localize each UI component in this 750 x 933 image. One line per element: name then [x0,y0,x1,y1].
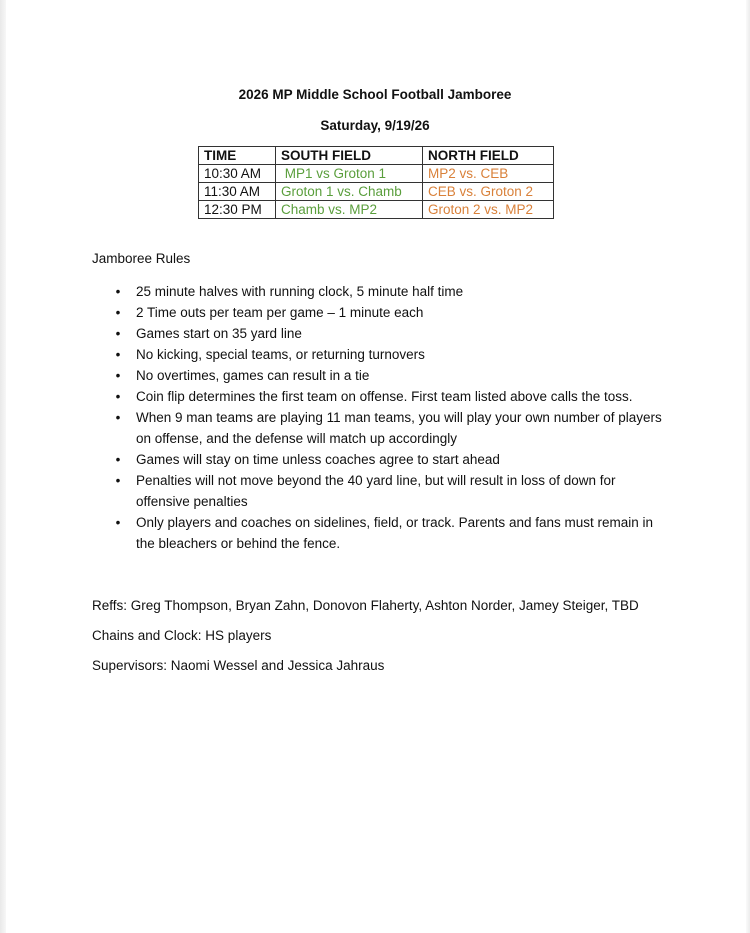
list-item [112,281,672,302]
list-item [112,512,672,554]
rule-text: No overtimes, games can result in a tie [136,368,370,383]
document-title: 2026 MP Middle School Football Jamboree [238,87,512,102]
list-item [112,344,672,365]
bullet-icon: • [115,284,121,299]
bullet-icon: • [115,326,121,341]
list-item [112,470,672,512]
bullet-icon: • [115,347,121,362]
list-item [112,407,672,449]
cell-time: 10:30 AM [199,165,276,183]
rules-list [112,281,672,554]
referees-line: Reffs: Greg Thompson, Bryan Zahn, Donovon Flaherty, Ashton Norder, Jamey Steiger, TBD [92,598,639,613]
cell-north-game: Groton 2 vs. MP2 [423,201,554,219]
list-item [112,365,672,386]
rule-text: Penalties will not move beyond the 40 yard line, but will result in loss of down for offensive penalties [136,473,616,509]
cell-south-game: MP1 vs Groton 1 [276,165,423,183]
cell-south-game: Chamb vs. MP2 [276,201,423,219]
cell-south-game: Groton 1 vs. Chamb [276,183,423,201]
bullet-icon: • [115,305,121,320]
rule-text: Games start on 35 yard line [136,326,302,341]
rule-text: When 9 man teams are playing 11 man teams, you will play your own number of players on offense, and the defense will match up accordingly [136,410,662,446]
schedule-table [198,146,554,219]
header-time: TIME [199,147,276,165]
cell-north-game: CEB vs. Groton 2 [423,183,554,201]
list-item [112,449,672,470]
rules-heading: Jamboree Rules [92,251,191,266]
list-item [112,302,672,323]
bullet-icon: • [115,473,121,488]
event-date: Saturday, 9/19/26 [320,118,430,133]
table-row [199,183,554,201]
page-edge-right [746,0,750,933]
header-north-field: NORTH FIELD [423,147,554,165]
table-row [199,165,554,183]
header-south-field: SOUTH FIELD [276,147,423,165]
cell-north-game: MP2 vs. CEB [423,165,554,183]
rule-text: No kicking, special teams, or returning turnovers [136,347,425,362]
cell-time: 12:30 PM [199,201,276,219]
table-header-row [199,147,554,165]
bullet-icon: • [115,452,121,467]
bullet-icon: • [115,410,121,425]
chains-clock-line: Chains and Clock: HS players [92,628,272,643]
bullet-icon: • [115,389,121,404]
table-row [199,201,554,219]
rule-text: 25 minute halves with running clock, 5 minute half time [136,284,464,299]
rule-text: Coin flip determines the first team on offense. First team listed above calls the toss. [136,389,633,404]
rule-text: Games will stay on time unless coaches agree to start ahead [136,452,500,467]
list-item [112,323,672,344]
list-item [112,386,672,407]
bullet-icon: • [115,515,121,530]
rule-text: Only players and coaches on sidelines, field, or track. Parents and fans must remain in the bleachers or behind the fence. [136,515,654,551]
page-edge-left [0,0,6,933]
cell-time: 11:30 AM [199,183,276,201]
rule-text: 2 Time outs per team per game – 1 minute each [136,305,424,320]
supervisors-line: Supervisors: Naomi Wessel and Jessica Jahraus [92,658,385,673]
bullet-icon: • [115,368,121,383]
